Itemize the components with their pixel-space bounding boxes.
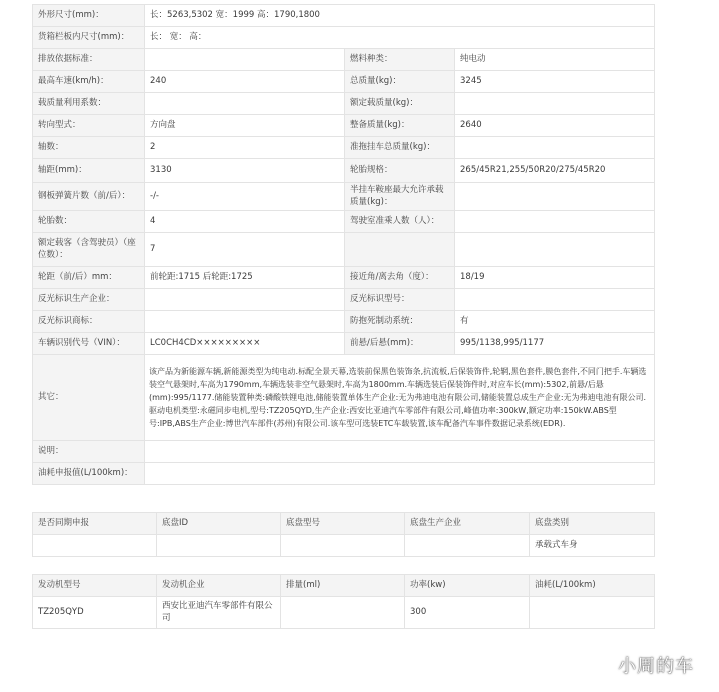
chassis-table [32,512,655,557]
spec-label: 排放依据标准： [33,49,145,71]
spec-table [32,4,655,485]
spec-value: 有 [455,311,655,333]
spec-row [33,183,655,211]
spec-value [455,137,655,159]
chassis-header-cell: 是否同期申报 [33,513,157,535]
fuel-value [145,463,655,485]
engine-header-row [33,575,655,597]
engine-value-cell: 西安比亚迪汽车零部件有限公司 [157,597,281,629]
spec-row-notes [33,441,655,463]
spec-value: 240 [145,71,345,93]
spec-label: 货箱栏板内尺寸(mm)： [33,27,145,49]
spec-label: 接近角/离去角（度）： [345,267,455,289]
chassis-header-cell: 底盘型号 [281,513,405,535]
engine-value-cell: TZ205QYD [33,597,157,629]
engine-header-cell: 油耗(L/100km) [530,575,655,597]
chassis-value-row [33,535,655,557]
engine-header-cell: 发动机企业 [157,575,281,597]
spec-value: 前轮距:1715 后轮距:1725 [145,267,345,289]
spec-value: 长： 宽： 高： [145,27,655,49]
spec-label: 反光标识型号： [345,289,455,311]
other-description: 该产品为新能源车辆,新能源类型为纯电动.标配全景天幕,选装前保黑色装饰条,抗流板,后保装饰件,轮辋,黑色套件,膜色套件,不同门把手.车辆选装空气悬架时,车高为1790mm,车辆选装非空气悬架时,车高为1800mm.车辆选装后保装饰件时,对应车长(mm):5302,前悬/后悬(mm):995/1177.储能装置种类:磷酸铁锂电池,储能装置单体生产企业:无为弗迪电池有限公司,储能装置总成生产企业:无为弗迪电池有限公司.驱动电机类型:永磁同步电机,型号:TZ205QYD,生产企业:西安比亚迪汽车零部件有限公司,峰值功率:300kW,额定功率:150kW.ABS型号:IPB,ABS生产企业:博世汽车部件(苏州)有限公司.该车型可选装ETC车载装置,该车配备汽车事件数据记录系统(EDR). [145,355,655,441]
chassis-value-cell [405,535,530,557]
spec-row [33,333,655,355]
spec-label: 前悬/后悬(mm)： [345,333,455,355]
spec-label: 反光标识生产企业： [33,289,145,311]
chassis-header-cell: 底盘ID [157,513,281,535]
engine-header-cell: 排量(ml) [281,575,405,597]
spec-value [455,211,655,233]
spec-label: 轮胎数： [33,211,145,233]
engine-table [32,574,655,629]
spec-row [33,311,655,333]
spec-row-other [33,355,655,441]
spec-value: 3245 [455,71,655,93]
spec-value: 纯电动 [455,49,655,71]
spec-label: 额定载客（含驾驶员）（座位数）： [33,233,145,267]
spec-value [145,311,345,333]
spec-value [455,289,655,311]
spec-label: 转向型式： [33,115,145,137]
spec-value: 2 [145,137,345,159]
spec-value [145,289,345,311]
chassis-header-row [33,513,655,535]
spec-value: 7 [145,233,345,267]
spec-row [33,27,655,49]
spec-label: 钢板弹簧片数（前/后）： [33,183,145,211]
spec-label: 燃料种类： [345,49,455,71]
spec-value: 方向盘 [145,115,345,137]
chassis-header-cell: 底盘类别 [530,513,655,535]
spec-row [33,211,655,233]
spec-label: 额定载质量(kg)： [345,93,455,115]
spec-row-fuel [33,463,655,485]
vehicle-spec-sheet [32,4,654,629]
spec-label: 外形尺寸(mm)： [33,5,145,27]
spec-label: 轮距（前/后）mm： [33,267,145,289]
spec-value: 3130 [145,159,345,183]
spec-row [33,49,655,71]
other-label: 其它： [33,355,145,441]
spec-value [455,93,655,115]
spec-value: LC0CH4CD××××××××× [145,333,345,355]
chassis-value-cell: 承载式车身 [530,535,655,557]
spec-label: 半挂车鞍座最大允许承载质量(kg)： [345,183,455,211]
spec-label: 最高车速(km/h)： [33,71,145,93]
spec-label: 轴数： [33,137,145,159]
spec-label: 车辆识别代号（VIN）： [33,333,145,355]
spec-label: 防抱死制动系统： [345,311,455,333]
spec-row [33,233,655,267]
spec-value: 995/1138,995/1177 [455,333,655,355]
notes-value [145,441,655,463]
spec-row [33,115,655,137]
spec-row [33,93,655,115]
engine-value-cell [530,597,655,629]
spec-value: 长：5263,5302 宽：1999 高：1790,1800 [145,5,655,27]
engine-header-cell: 功率(kw) [405,575,530,597]
spec-value: -/- [145,183,345,211]
spec-label: 驾驶室准乘人数（人）： [345,211,455,233]
spec-label: 载质量利用系数： [33,93,145,115]
spec-value [145,49,345,71]
spec-value [455,183,655,211]
spec-row [33,5,655,27]
engine-header-cell: 发动机型号 [33,575,157,597]
spec-value: 4 [145,211,345,233]
spec-value: 18/19 [455,267,655,289]
spec-value [455,233,655,267]
spec-label: 准拖挂车总质量(kg)： [345,137,455,159]
fuel-label: 油耗申报值(L/100km)： [33,463,145,485]
spec-label: 总质量(kg)： [345,71,455,93]
spec-value: 265/45R21,255/50R20/275/45R20 [455,159,655,183]
spec-row [33,159,655,183]
spec-row [33,267,655,289]
spec-row [33,71,655,93]
engine-value-cell: 300 [405,597,530,629]
spec-row [33,137,655,159]
spec-value: 2640 [455,115,655,137]
chassis-header-cell: 底盘生产企业 [405,513,530,535]
notes-label: 说明： [33,441,145,463]
chassis-value-cell [281,535,405,557]
chassis-value-cell [157,535,281,557]
spec-row [33,289,655,311]
engine-value-row [33,597,655,629]
spec-label: 轴距(mm)： [33,159,145,183]
spec-label [345,233,455,267]
spec-value [145,93,345,115]
chassis-value-cell [33,535,157,557]
watermark: 小周的车 [618,656,694,677]
spec-label: 轮胎规格： [345,159,455,183]
engine-value-cell [281,597,405,629]
spec-label: 整备质量(kg)： [345,115,455,137]
spec-label: 反光标识商标： [33,311,145,333]
